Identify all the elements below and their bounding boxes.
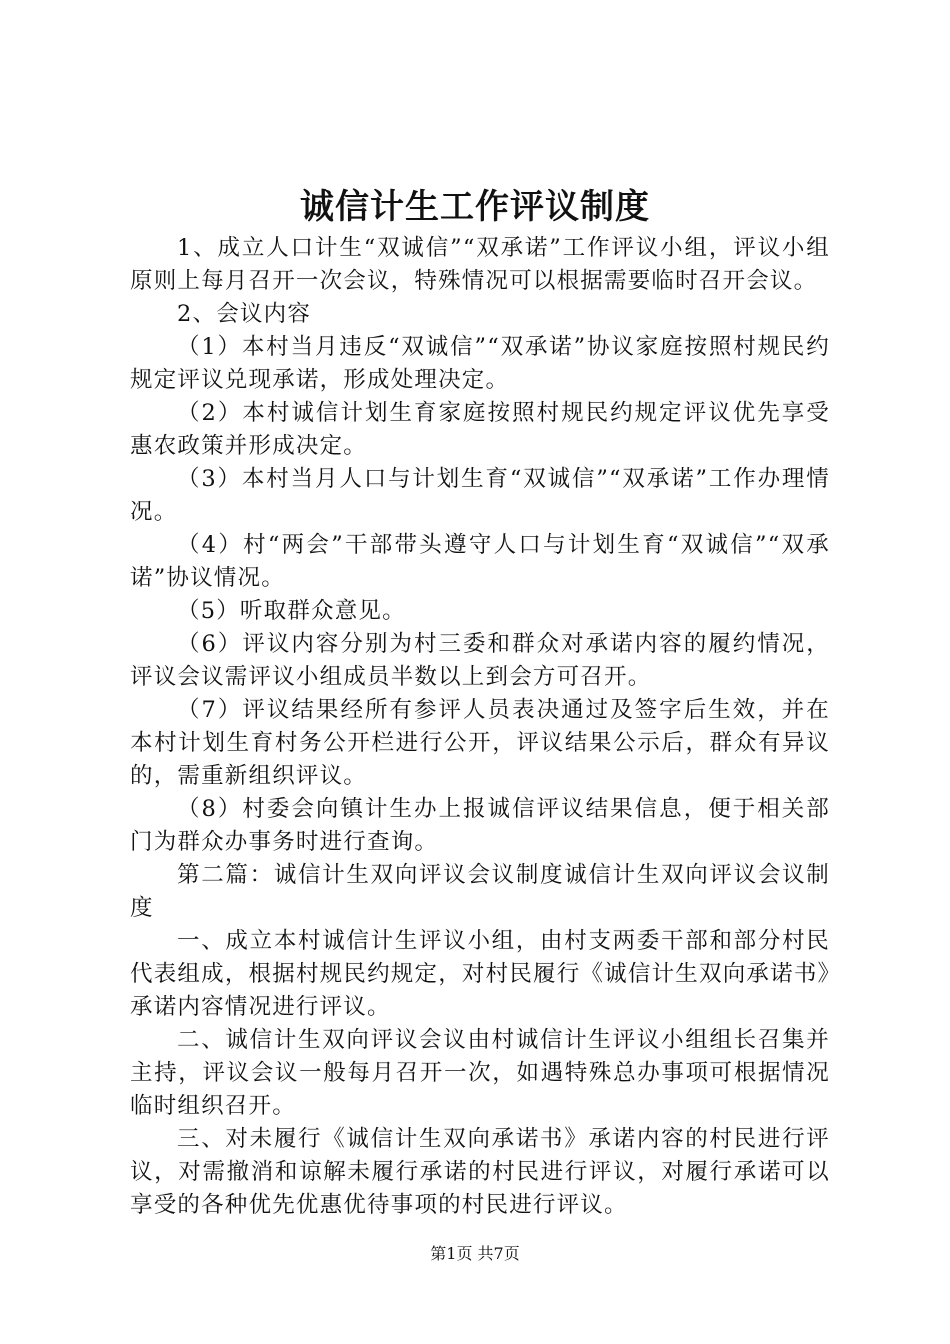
paragraph: （3）本村当月人口与计划生育“双诚信”“双承诺”工作办理情况。 — [130, 466, 830, 525]
paragraph: （8）村委会向镇计生办上报诚信评议结果信息，便于相关部门为群众办事务时进行查询。 — [130, 796, 830, 855]
paragraph: 2、会议内容 — [177, 301, 312, 327]
paragraph: 一、成立本村诚信计生评议小组，由村支两委干部和部分村民代表组成，根据村规民约规定，对村民履行《诚信计生双向承诺书》承诺内容情况进行评议。 — [130, 928, 830, 1020]
page-title: 诚信计生工作评议制度 — [300, 187, 650, 227]
document-body — [130, 232, 830, 1222]
paragraph: 二、诚信计生双向评议会议由村诚信计生评议小组组长召集并主持，评议会议一般每月召开一次，如遇特殊总办事项可根据情况临时组织召开。 — [130, 1027, 830, 1119]
section-heading: 第二篇：诚信计生双向评议会议制度诚信计生双向评议会议制度 — [130, 862, 830, 921]
paragraph: 1、成立人口计生“双诚信”“双承诺”工作评议小组，评议小组原则上每月召开一次会议，特殊情况可以根据需要临时召开会议。 — [130, 235, 830, 294]
page-number-footer: 第1页 共7页 — [430, 1244, 520, 1263]
paragraph: （2）本村诚信计划生育家庭按照村规民约规定评议优先享受惠农政策并形成决定。 — [130, 400, 830, 459]
paragraph: （6）评议内容分别为村三委和群众对承诺内容的履约情况，评议会议需评议小组成员半数以上到会方可召开。 — [130, 631, 830, 690]
paragraph: （1）本村当月违反“双诚信”“双承诺”协议家庭按照村规民约规定评议兑现承诺，形成处理决定。 — [130, 334, 830, 393]
paragraph: （4）村“两会”干部带头遵守人口与计划生育“双诚信”“双承诺”协议情况。 — [130, 532, 830, 591]
paragraph: （7）评议结果经所有参评人员表决通过及签字后生效，并在本村计划生育村务公开栏进行公开，评议结果公示后，群众有异议的，需重新组织评议。 — [130, 697, 830, 789]
paragraph: （5）听取群众意见。 — [177, 598, 406, 624]
paragraph: 三、对未履行《诚信计生双向承诺书》承诺内容的村民进行评议，对需撤消和谅解未履行承诺的村民进行评议，对履行承诺可以享受的各种优先优惠优待事项的村民进行评议。 — [130, 1126, 830, 1218]
